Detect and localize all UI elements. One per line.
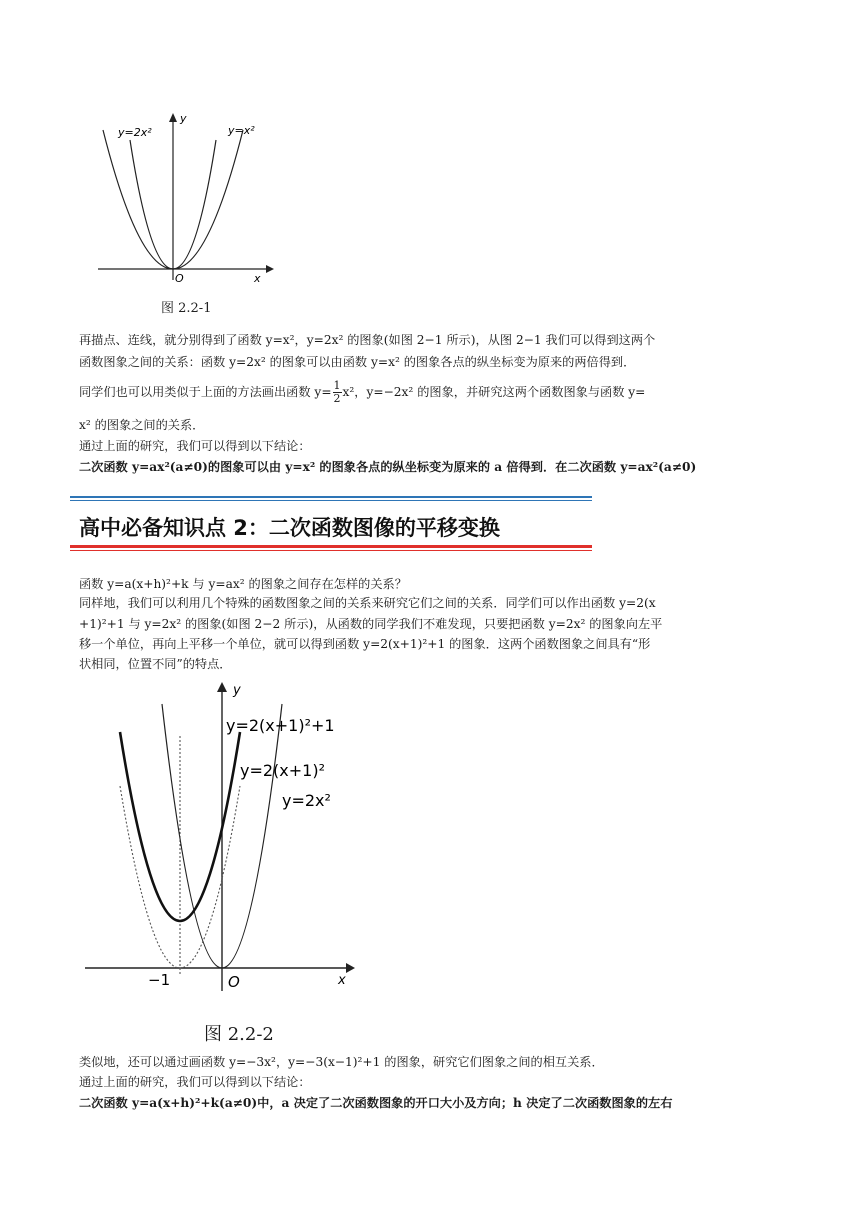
fig2-axis-x: x <box>338 973 346 988</box>
paragraph-5-line-1: 同样地，我们可以利用几个特殊的函数图象之间的关系来研究它们之间的关系．同学们可以作出函数 y=2(x <box>79 596 656 610</box>
paragraph-3: 通过上面的研究，我们可以得到以下结论： <box>79 439 311 453</box>
fig1-origin: O <box>175 272 184 284</box>
figure2-caption: 图 2.2-2 <box>204 1024 274 1045</box>
paragraph-6: 类似地，还可以通过画函数 y=−3x²，y=−3(x−1)²+1 的图象，研究它们图象之间的相互关系． <box>79 1055 604 1069</box>
paragraph-2-pre: 同学们也可以用类似于上面的方法画出函数 y= <box>79 385 332 399</box>
paragraph-2-post: x²，y=−2x² 的图象，并研究这两个函数图象与函数 y= <box>342 385 646 399</box>
fraction-one-half <box>333 380 342 405</box>
fig2-origin: O <box>228 973 240 991</box>
conclusion-1: 二次函数 y=ax²(a≠0)的图象可以由 y=x² 的图象各点的纵坐标变为原来的 a 倍得到．在二次函数 y=ax²(a≠0) <box>79 460 697 474</box>
paragraph-2-line-2: x² 的图象之间的关系． <box>79 418 205 432</box>
fig2-tick-minus-one: −1 <box>148 971 171 989</box>
paragraph-1-line-1: 再描点、连线，就分别得到了函数 y=x²，y=2x² 的图象(如图 2−1 所示)，从图 2−1 我们可以得到这两个 <box>79 333 656 347</box>
heading-rule-top-blue-2 <box>70 500 592 501</box>
heading-rule-bottom-red-2 <box>70 550 592 551</box>
heading-rule-top-blue <box>70 496 592 498</box>
fig1-label-right: y=x² <box>228 124 255 137</box>
fig1-axis-y: y <box>180 112 187 125</box>
paragraph-4: 函数 y=a(x+h)²+k 与 y=ax² 的图象之间存在怎样的关系？ <box>79 577 407 591</box>
conclusion-2: 二次函数 y=a(x+h)²+k(a≠0)中，a 决定了二次函数图象的开口大小及方向；h 决定了二次函数图象的左右 <box>79 1096 673 1110</box>
paragraph-2-line-1 <box>79 380 785 405</box>
heading-rule-bottom-red <box>70 545 592 548</box>
fig2-label-1: y=2(x+1)²+1 <box>226 716 335 735</box>
fraction-numerator: 1 <box>333 379 341 392</box>
fig2-label-3: y=2x² <box>282 791 331 810</box>
fig2-label-2: y=2(x+1)² <box>240 761 326 780</box>
section-title: 高中必备知识点 2：二次函数图像的平移变换 <box>79 516 500 540</box>
paragraph-5-line-3: 移一个单位，再向上平移一个单位，就可以得到函数 y=2(x+1)²+1 的图象．这两个函数图象之间具有“形 <box>79 637 651 651</box>
paragraph-5-line-2: +1)²+1 与 y=2x² 的图象(如图 2−2 所示)，从函数的同学我们不难发现，只要把函数 y=2x² 的图象向左平 <box>79 617 663 631</box>
figure-parabolas-1 <box>90 108 280 284</box>
figure-parabolas-2 <box>80 676 370 996</box>
fig1-axis-x: x <box>254 272 261 284</box>
fig2-axis-y: y <box>233 683 241 698</box>
figure1-caption: 图 2.2-1 <box>161 301 212 316</box>
fig1-label-left: y=2x² <box>118 126 152 139</box>
paragraph-1-line-2: 函数图象之间的关系：函数 y=2x² 的图象可以由函数 y=x² 的图象各点的纵坐标变为原来的两倍得到． <box>79 355 636 369</box>
fraction-denominator: 2 <box>333 392 341 405</box>
paragraph-5-line-4: 状相同，位置不同”的特点． <box>79 657 232 671</box>
paragraph-7: 通过上面的研究，我们可以得到以下结论： <box>79 1075 311 1089</box>
